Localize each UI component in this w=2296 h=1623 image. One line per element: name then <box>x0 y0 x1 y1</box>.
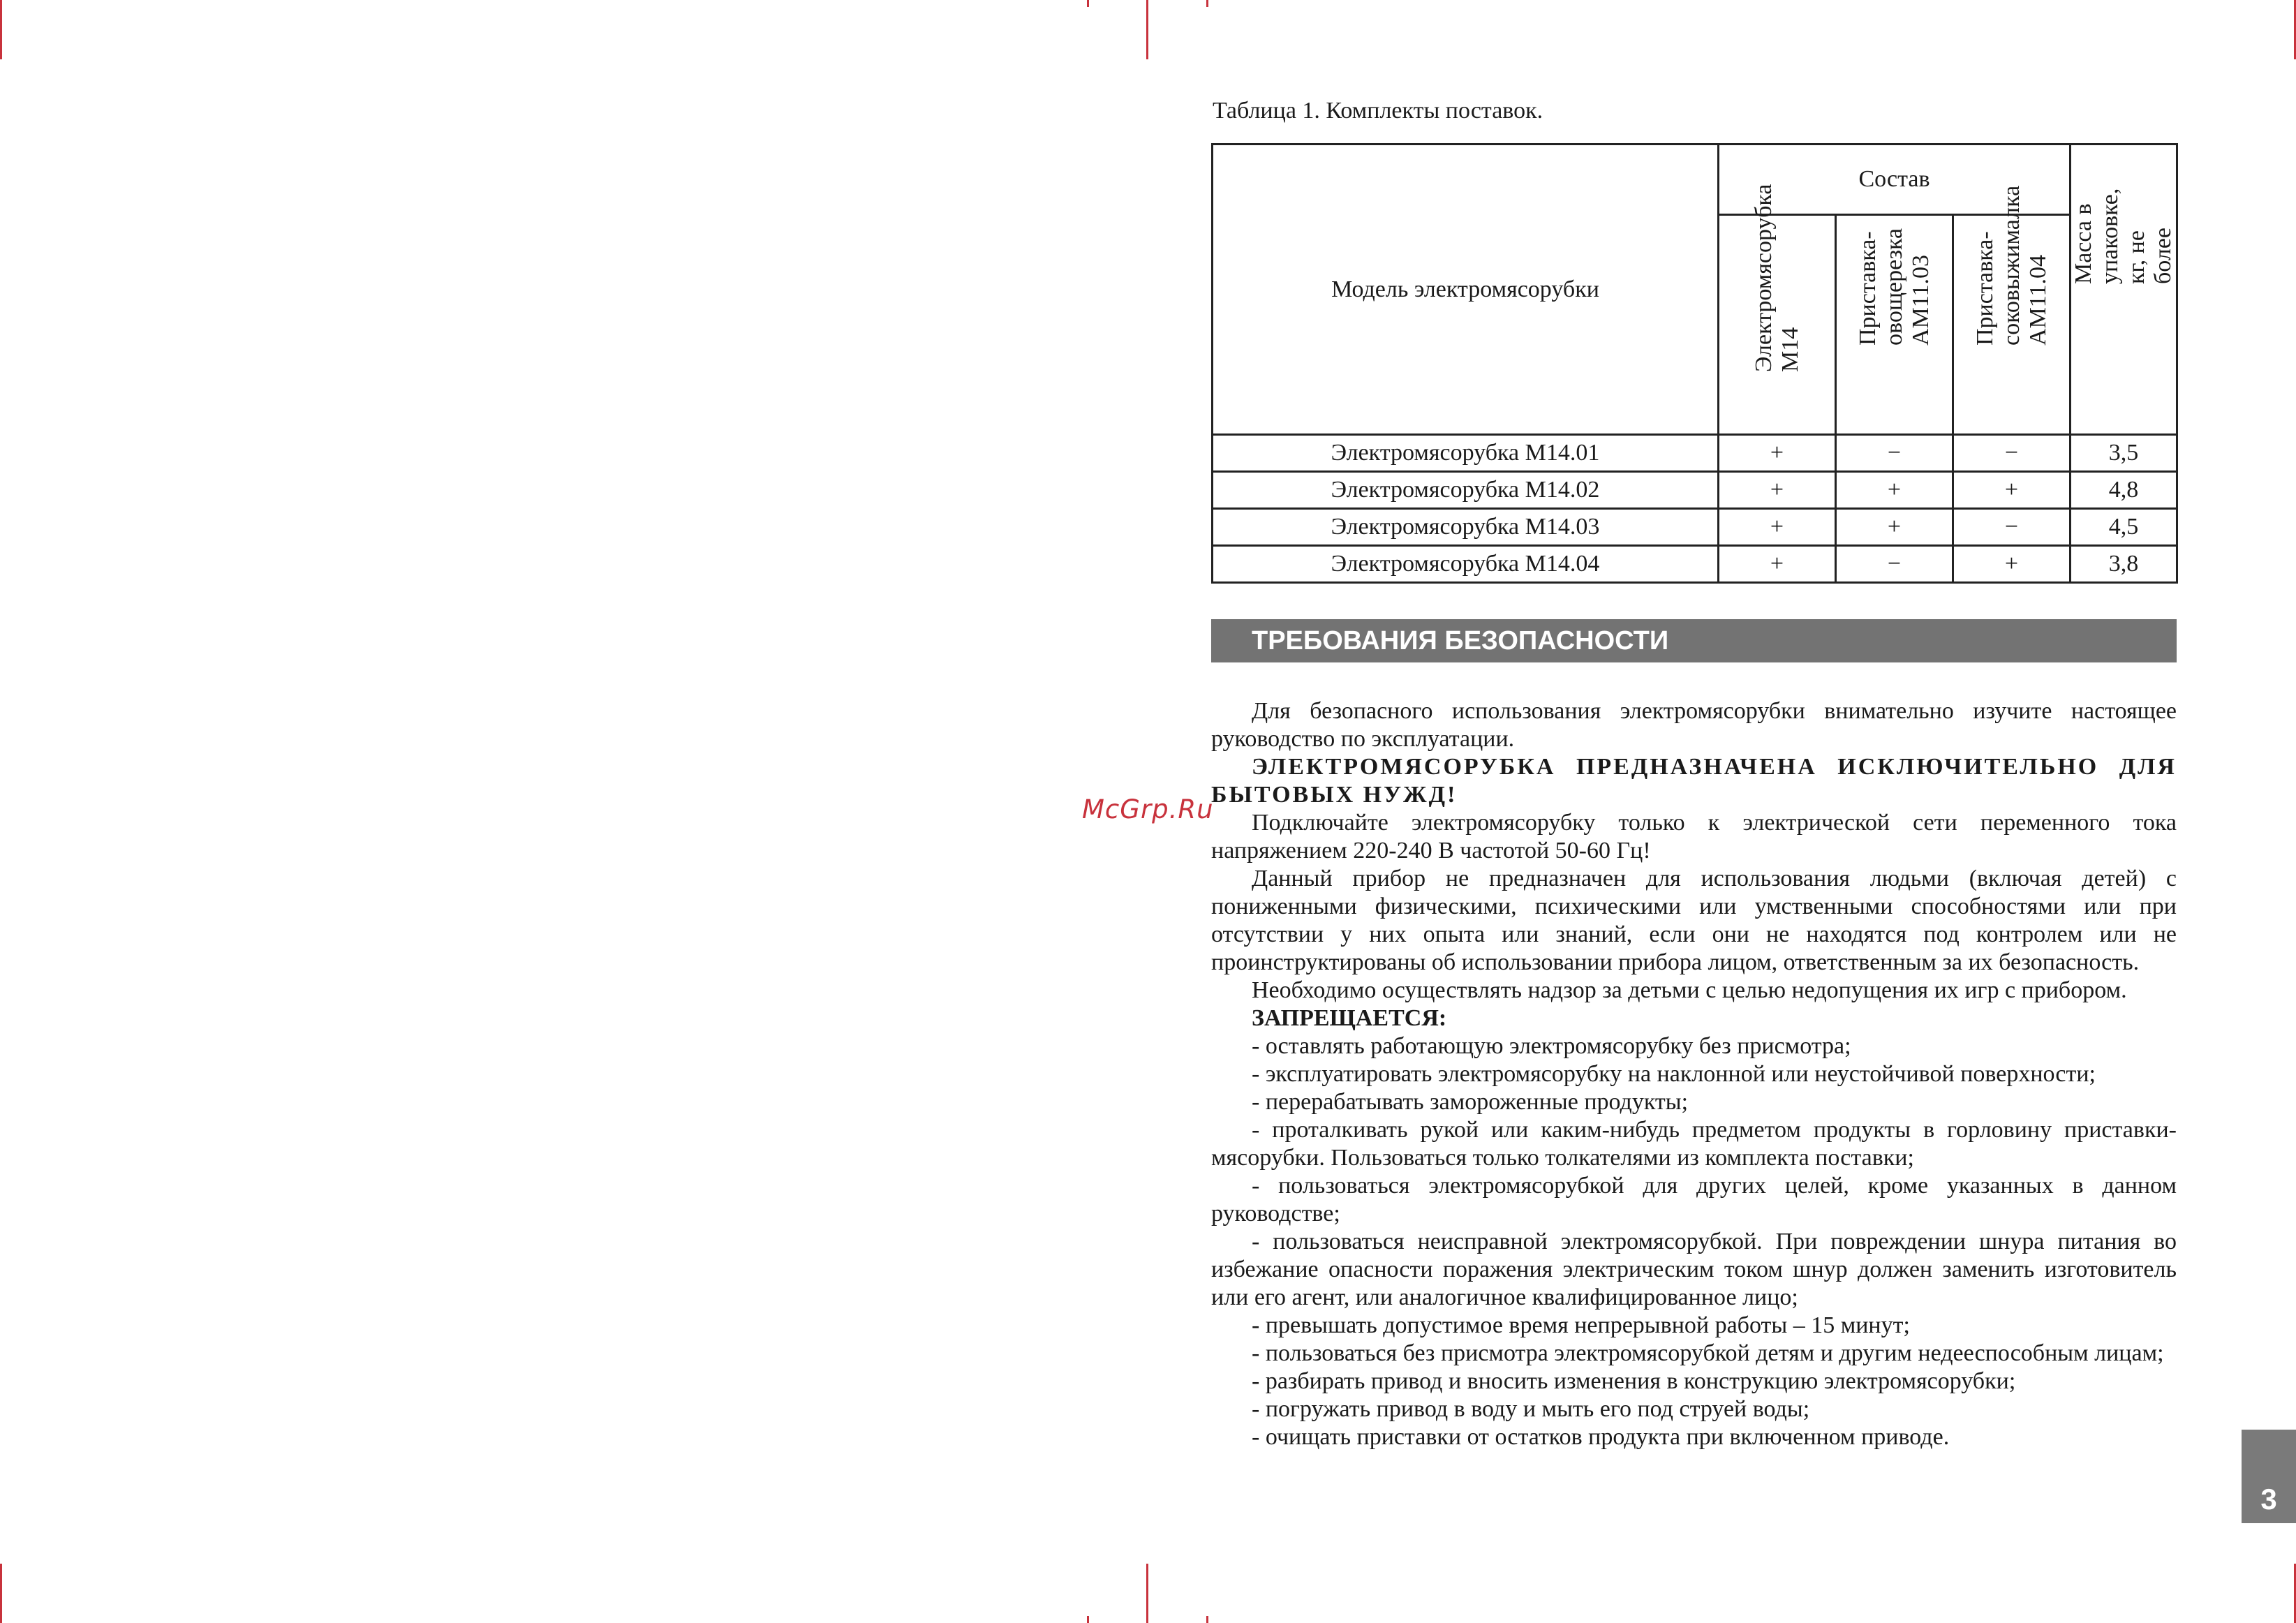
cell-slicer: + <box>1836 472 1953 509</box>
header-juicer: Приставка- соковыжималка АМ11.04 <box>1971 185 2051 346</box>
cell-grinder: + <box>1719 472 1836 509</box>
header-slicer-cell <box>1836 215 1953 435</box>
list-item: - пользоваться неисправной электромясорубкой. При повреждении шнура питания во избежание опасности поражения электрическим током шнур должен заменить изготовитель или его агент, или аналогичное квалифицированное лицо; <box>1211 1229 2177 1310</box>
paragraph: Данный прибор не предназначен для использования людьми (включая детей) с пониженными физическими, психическими или умственными способностями или при отсутствии у них опыта или знаний, если они не находятся под контролем или не проинструктированы об использовании прибора лицом, ответственным за их безопасность. <box>1211 866 2177 975</box>
list-item: - погружать привод в воду и мыть его под струей воды; <box>1252 1396 1810 1422</box>
header-mass-cell <box>2071 144 2177 435</box>
header-grinder-cell <box>1719 184 1836 435</box>
cell-grinder: + <box>1719 509 1836 546</box>
crop-mark-tick-top-right <box>1206 0 1208 7</box>
list-item: - эксплуатировать электромясорубку на наклонной или неустойчивой поверхности; <box>1252 1061 2096 1087</box>
table-caption: Таблица 1. Комплекты поставок. <box>1213 98 1543 124</box>
cell-slicer: + <box>1836 509 1953 546</box>
list-item: - перерабатывать замороженные продукты; <box>1252 1089 1689 1115</box>
header-slicer: Приставка- овощерезка АМ11.03 <box>1854 228 1934 346</box>
cell-slicer: − <box>1836 546 1953 583</box>
watermark: McGrp.Ru <box>1082 794 1214 824</box>
crop-mark-tick-bottom-left <box>1087 1616 1089 1623</box>
cell-juicer: + <box>1953 472 2071 509</box>
cell-slicer: − <box>1836 435 1953 472</box>
list-item: - очищать приставки от остатков продукта при включенном приводе. <box>1252 1424 1950 1450</box>
cell-mass: 3,5 <box>2071 435 2177 472</box>
paragraph-prohibited-heading: ЗАПРЕЩАЕТСЯ: <box>1252 1005 1447 1031</box>
crop-mark-tick-bottom-right <box>1206 1616 1208 1623</box>
table-row <box>1213 509 2177 546</box>
cell-mass: 4,8 <box>2071 472 2177 509</box>
paragraph: Необходимо осуществлять надзор за детьми с целью недопущения их игр с прибором. <box>1252 977 2127 1003</box>
crop-mark-bottom-left <box>0 1564 2 1623</box>
cell-mass: 4,5 <box>2071 509 2177 546</box>
crop-mark-top-left <box>0 0 2 59</box>
paragraph-warning: ЭЛЕКТРОМЯСОРУБКА ПРЕДНАЗНАЧЕНА ИСКЛЮЧИТЕЛЬНО ДЛЯ БЫТОВЫХ НУЖД! <box>1211 754 2177 808</box>
list-item: - разбирать привод и вносить изменения в конструкцию электромясорубки; <box>1252 1368 2016 1394</box>
cell-model: Электромясорубка М14.03 <box>1213 509 1719 546</box>
cell-mass: 3,8 <box>2071 546 2177 583</box>
cell-model: Электромясорубка М14.04 <box>1213 546 1719 583</box>
paragraph: Подключайте электромясорубку только к электрической сети переменного тока напряжением 220-240 В частотой 50-60 Гц! <box>1211 810 2177 864</box>
list-item: - превышать допустимое время непрерывной работы – 15 минут; <box>1252 1312 1910 1338</box>
header-juicer-cell <box>1953 185 2071 435</box>
table-row <box>1213 546 2177 583</box>
list-item: - оставлять работающую электромясорубку без присмотра; <box>1252 1033 1851 1059</box>
safety-text <box>1211 697 2177 1451</box>
section-heading-safety: ТРЕБОВАНИЯ БЕЗОПАСНОСТИ <box>1211 619 2177 662</box>
cell-juicer: + <box>1953 546 2071 583</box>
page-number: 3 <box>2242 1430 2296 1523</box>
header-mass: Масса в упаковке, кг, не более <box>2071 188 2176 284</box>
crop-mark-bottom-center <box>1146 1564 1148 1623</box>
crop-mark-tick-top-left <box>1087 0 1089 7</box>
list-item: - пользоваться электромясорубкой для других целей, кроме указанных в данном руководстве; <box>1211 1173 2177 1226</box>
kit-table <box>1211 143 2178 584</box>
cell-grinder: + <box>1719 435 1836 472</box>
list-item: - проталкивать рукой или каким-нибудь предметом продукты в горловину приставки-мясорубки. Пользоваться только толкателями из комплекта поставки; <box>1211 1117 2177 1171</box>
table-row <box>1213 435 2177 472</box>
paragraph: Для безопасного использования электромясорубки внимательно изучите настоящее руководство по эксплуатации. <box>1211 698 2177 752</box>
cell-model: Электромясорубка М14.01 <box>1213 435 1719 472</box>
cell-juicer: − <box>1953 435 2071 472</box>
cell-model: Электромясорубка М14.02 <box>1213 472 1719 509</box>
cell-grinder: + <box>1719 546 1836 583</box>
header-grinder: Электромясорубка М14 <box>1750 184 1803 372</box>
cell-juicer: − <box>1953 509 2071 546</box>
table-row <box>1213 472 2177 509</box>
list-item: - пользоваться без присмотра электромясорубкой детям и другим недееспособным лицам; <box>1252 1340 2164 1366</box>
header-group: Состав <box>1719 144 2071 215</box>
header-model: Модель электромясорубки <box>1213 144 1719 435</box>
crop-mark-top-center <box>1146 0 1148 59</box>
